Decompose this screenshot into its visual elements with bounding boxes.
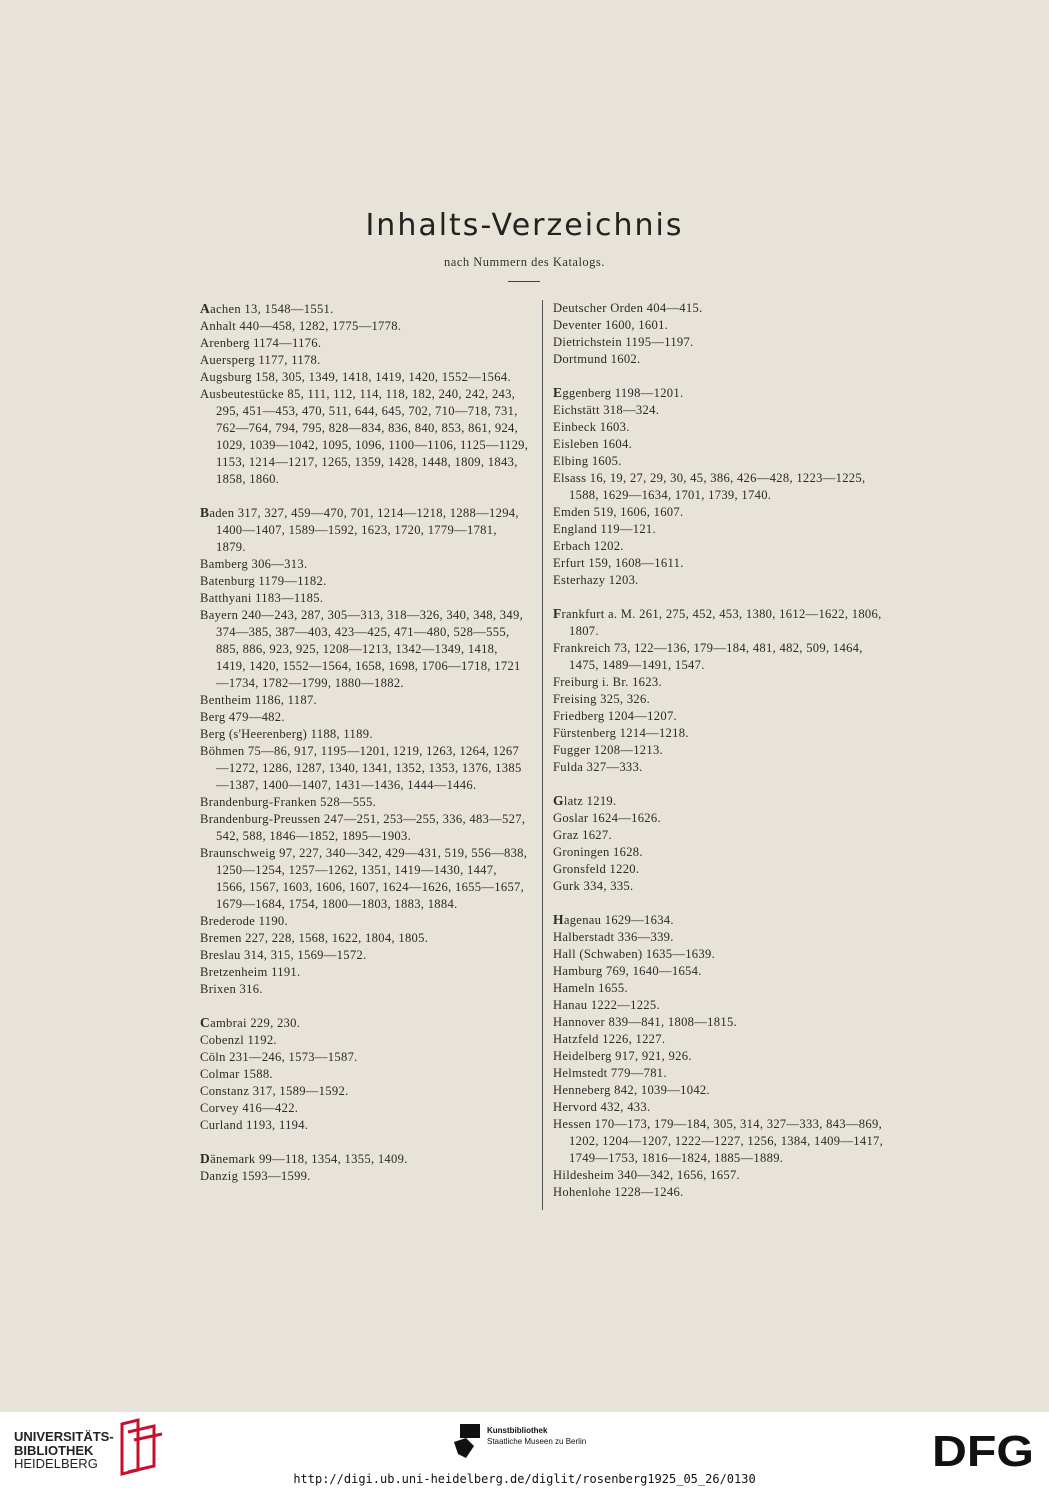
index-entry: Brederode 1190.	[200, 914, 288, 928]
index-entry	[200, 1014, 530, 1032]
index-entry: Brixen 316.	[200, 982, 263, 996]
index-entry: Constanz 317, 1589—1592.	[200, 1084, 349, 1098]
index-entry: Hanau 1222—1225.	[553, 998, 660, 1012]
index-entry: Gurk 334, 335.	[553, 879, 634, 893]
index-entry: Helmstedt 779—781.	[553, 1066, 667, 1080]
section-initial: H	[553, 912, 564, 927]
index-entry: Freising 325, 326.	[553, 692, 651, 706]
ub-line-3: HEIDELBERG	[14, 1456, 98, 1471]
index-entry	[553, 792, 893, 810]
index-entry: Ausbeutestücke 85, 111, 112, 114, 118, 182, 240, 242, 243, 295, 451—453, 470, 511, 644, 645, 702, 710—718, 731, 762—764, 794, 795, 828—834, 836, 840, 853, 861, 924, 1029, 1039—1042, 1095, 1096, 1100—1106, 1125—1129, 1153, 1214—1217, 1265, 1359, 1428, 1448, 1809, 1843, 1858, 1860.	[200, 387, 529, 486]
index-entry: Hervord 432, 433.	[553, 1100, 651, 1114]
index-entry: Bretzenheim 1191.	[200, 965, 301, 979]
section-initial: A	[200, 301, 211, 316]
index-entry: Hameln 1655.	[553, 981, 628, 995]
index-entry: Bayern 240—243, 287, 305—313, 318—326, 340, 348, 349, 374—385, 387—403, 423—425, 471—480, 528—555, 885, 886, 923, 925, 1208—1213, 1342—1349, 1418, 1419, 1420, 1552—1564, 1658, 1698, 1706—1718, 1721—1734, 1782—1799, 1880—1882.	[200, 608, 524, 690]
index-entry: Cobenzl 1192.	[200, 1033, 277, 1047]
title-rule	[508, 281, 540, 282]
section-gap	[553, 589, 893, 605]
index-entry: Fugger 1208—1213.	[553, 743, 664, 757]
section-gap	[553, 368, 893, 384]
index-entry: Böhmen 75—86, 917, 1195—1201, 1219, 1263, 1264, 1267—1272, 1286, 1287, 1340, 1341, 1352, 1353, 1376, 1385—1387, 1400—1407, 1431—1436, 1444—1446.	[200, 744, 522, 792]
index-entry: Emden 519, 1606, 1607.	[553, 505, 684, 519]
section-initial: C	[200, 1015, 211, 1030]
section-initial: E	[553, 385, 563, 400]
index-entry: Deutscher Orden 404—415.	[553, 301, 703, 315]
index-entry: Erbach 1202.	[553, 539, 624, 553]
index-entry: Hatzfeld 1226, 1227.	[553, 1032, 666, 1046]
index-entry	[200, 300, 530, 318]
ub-line-2: BIBLIOTHEK	[14, 1442, 94, 1458]
index-entry: Hall (Schwaben) 1635—1639.	[553, 947, 716, 961]
page-title: Inhalts-Verzeichnis	[365, 208, 684, 243]
section-gap	[200, 488, 530, 504]
index-entry: England 119—121.	[553, 522, 656, 536]
index-entry: Freiburg i. Br. 1623.	[553, 675, 662, 689]
kunstbibliothek-logo-icon	[452, 1424, 482, 1458]
index-column-right	[553, 300, 893, 1201]
index-entry: Brandenburg-Franken 528—555.	[200, 795, 377, 809]
index-entry: Dortmund 1602.	[553, 352, 641, 366]
index-entry	[553, 605, 893, 640]
index-entry	[200, 1150, 530, 1168]
section-initial: F	[553, 606, 562, 621]
index-entry: Bentheim 1186, 1187.	[200, 693, 318, 707]
index-entry: Braunschweig 97, 227, 340—342, 429—431, 519, 556—838, 1250—1254, 1257—1262, 1351, 1419—1430, 1447, 1566, 1567, 1603, 1606, 1607, 1624—1626, 1655—1657, 1679—1684, 1754, 1800—1803, 1883, 1884.	[200, 846, 528, 911]
index-entry: Frankreich 73, 122—136, 179—184, 481, 482, 509, 1464, 1475, 1489—1491, 1547.	[553, 641, 863, 672]
index-entry: Graz 1627.	[553, 828, 612, 842]
index-entry	[553, 384, 893, 402]
section-initial: B	[200, 505, 210, 520]
index-entry: Arenberg 1174—1176.	[200, 336, 322, 350]
index-entry: Gronsfeld 1220.	[553, 862, 640, 876]
entry-text: ambrai 229, 230.	[210, 1016, 301, 1030]
page-subtitle: nach Nummern des Katalogs.	[444, 255, 605, 269]
index-entry: Fürstenberg 1214—1218.	[553, 726, 689, 740]
index-entry: Batenburg 1179—1182.	[200, 574, 327, 588]
section-initial: D	[200, 1151, 211, 1166]
index-entry: Goslar 1624—1626.	[553, 811, 661, 825]
entry-text: rankfurt a. M. 261, 275, 452, 453, 1380, 1612—1622, 1806, 1807.	[561, 607, 882, 638]
section-gap	[553, 895, 893, 911]
entry-text: änemark 99—118, 1354, 1355, 1409.	[210, 1152, 408, 1166]
entry-text: latz 1219.	[563, 794, 617, 808]
index-entry: Hamburg 769, 1640—1654.	[553, 964, 702, 978]
index-entry: Hessen 170—173, 179—184, 305, 314, 327—333, 843—869, 1202, 1204—1207, 1222—1227, 1256, 1384, 1409—1417, 1749—1753, 1816—1824, 1885—1889.	[553, 1117, 884, 1165]
kunstbibliothek-wordmark	[487, 1425, 586, 1447]
index-entry: Corvey 416—422.	[200, 1101, 299, 1115]
dfg-logo-icon	[932, 1430, 1036, 1470]
index-entry: Breslau 314, 315, 1569—1572.	[200, 948, 367, 962]
entry-text: aden 317, 327, 459—470, 701, 1214—1218, 1288—1294, 1400—1407, 1589—1592, 1623, 1720, 1779—1781, 1879.	[209, 506, 519, 554]
index-column-left	[200, 300, 530, 1185]
index-entry: Cöln 231—246, 1573—1587.	[200, 1050, 358, 1064]
index-entry: Hannover 839—841, 1808—1815.	[553, 1015, 737, 1029]
index-entry: Augsburg 158, 305, 1349, 1418, 1419, 1420, 1552—1564.	[200, 370, 511, 384]
index-entry: Elsass 16, 19, 27, 29, 30, 45, 386, 426—428, 1223—1225, 1588, 1629—1634, 1701, 1739, 1740.	[553, 471, 866, 502]
index-entry: Henneberg 842, 1039—1042.	[553, 1083, 710, 1097]
section-initial: G	[553, 793, 564, 808]
index-entry: Heidelberg 917, 921, 926.	[553, 1049, 692, 1063]
index-entry: Anhalt 440—458, 1282, 1775—1778.	[200, 319, 402, 333]
index-entry: Auersperg 1177, 1178.	[200, 353, 321, 367]
section-gap	[200, 998, 530, 1014]
source-url-link[interactable]: http://digi.ub.uni-heidelberg.de/diglit/rosenberg1925_05_26/0130	[293, 1472, 756, 1486]
index-entry: Berg (s'Heerenberg) 1188, 1189.	[200, 727, 373, 741]
index-entry: Eisleben 1604.	[553, 437, 633, 451]
kb-line-2: Staatliche Museen zu Berlin	[487, 1437, 587, 1446]
index-entry: Brandenburg-Preussen 247—251, 253—255, 336, 483—527, 542, 588, 1846—1852, 1895—1903.	[200, 812, 526, 843]
ub-line-1: UNIVERSITÄTS-	[14, 1429, 114, 1444]
ub-heidelberg-wordmark	[14, 1430, 114, 1471]
section-gap	[200, 1134, 530, 1150]
index-entry: Erfurt 159, 1608—1611.	[553, 556, 684, 570]
kb-line-1: Kunstbibliothek	[487, 1426, 548, 1435]
entry-text: agenau 1629—1634.	[563, 913, 674, 927]
index-entry: Hohenlohe 1228—1246.	[553, 1185, 684, 1199]
index-entry	[553, 911, 893, 929]
index-entry: Danzig 1593—1599.	[200, 1169, 311, 1183]
index-entry: Bremen 227, 228, 1568, 1622, 1804, 1805.	[200, 931, 429, 945]
index-entry: Hildesheim 340—342, 1656, 1657.	[553, 1168, 741, 1182]
dfg-logo-text: DFG	[932, 1430, 1034, 1470]
index-entry: Berg 479—482.	[200, 710, 285, 724]
index-entry: Friedberg 1204—1207.	[553, 709, 677, 723]
index-entry: Batthyani 1183—1185.	[200, 591, 324, 605]
index-entry: Colmar 1588.	[200, 1067, 273, 1081]
index-entry: Dietrichstein 1195—1197.	[553, 335, 694, 349]
index-entry: Einbeck 1603.	[553, 420, 630, 434]
index-entry	[200, 504, 530, 556]
index-entry: Esterhazy 1203.	[553, 573, 639, 587]
index-entry: Groningen 1628.	[553, 845, 643, 859]
index-entry: Eichstätt 318—324.	[553, 403, 660, 417]
entry-text: achen 13, 1548—1551.	[210, 302, 334, 316]
section-gap	[553, 776, 893, 792]
column-divider	[542, 300, 543, 1210]
index-entry: Deventer 1600, 1601.	[553, 318, 669, 332]
index-entry: Elbing 1605.	[553, 454, 622, 468]
index-entry: Curland 1193, 1194.	[200, 1118, 309, 1132]
entry-text: ggenberg 1198—1201.	[562, 386, 684, 400]
index-entry: Bamberg 306—313.	[200, 557, 308, 571]
index-entry: Halberstadt 336—339.	[553, 930, 674, 944]
index-entry: Fulda 327—333.	[553, 760, 643, 774]
